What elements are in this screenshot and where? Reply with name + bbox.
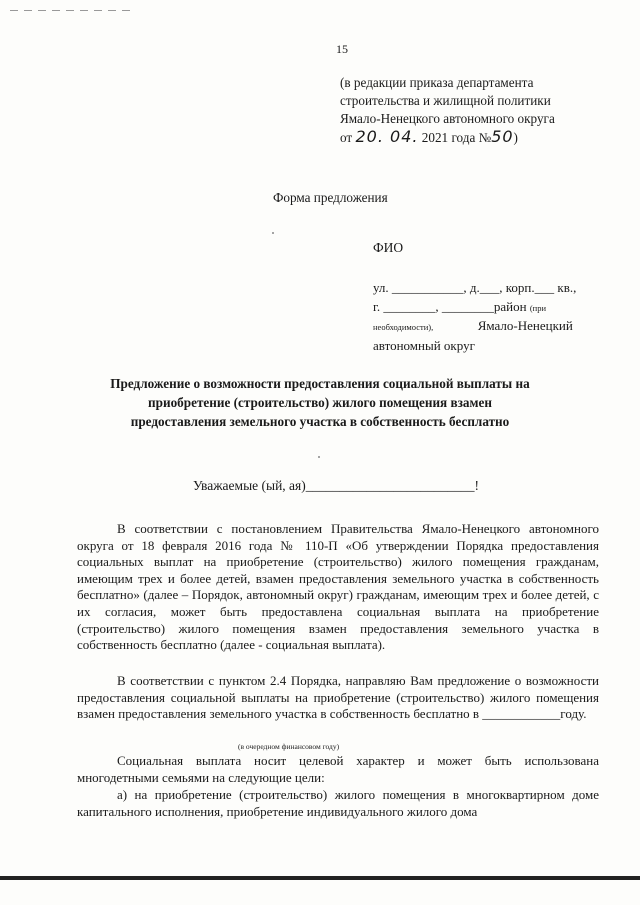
amendment-note: [340, 74, 555, 147]
greeting: Уважаемые (ый, ая)_________________________!: [193, 478, 479, 493]
heading-line-3: предоставления земельного участка в собственность бесплатно: [130, 414, 510, 429]
scan-dot: [318, 456, 320, 458]
page-number: 15: [336, 42, 348, 56]
amendment-line-2: строительства и жилищной политики: [340, 93, 551, 108]
amendment-line-3: Ямало-Ненецкого автономного округа: [340, 111, 555, 126]
form-title: Форма предложения: [273, 190, 388, 205]
scan-artifact: [10, 10, 130, 11]
document-heading: [0, 374, 640, 431]
address-note-end: необходимости),: [373, 322, 434, 332]
amendment-year: 2021 года №: [421, 130, 492, 145]
amendment-line-1: (в редакции приказа департамента: [340, 75, 534, 90]
paragraph-1-text: В соответствии с постановлением Правительства Ямало-Ненецкого автономного округа от 18 февраля 2016 года № 110-П «Об утверждении Порядка предоставления социальных выплат на приобретение (строительство) жилого помещения гражданам, имеющим трех и более детей, взамен предоставления земельного участка в собственность бесплатно» (далее – Порядок, автономный округ) гражданам, имеющим трех и более детей, с их согласия, может быть предоставлена социальная выплата на приобретение (строительство) жилого помещения взамен предоставления земельного участка в собственность бесплатно (далее - социальная выплата).: [77, 521, 599, 653]
address-region: Ямало-Ненецкий: [477, 318, 573, 333]
paragraph-2-text: В соответствии с пунктом 2.4 Порядка, направляю Вам предложение о возможности предоставления социальной выплаты на приобретение (строительство) жилого помещения взамен предоставления земельного участка в собственность бесплатно в ____________году.: [77, 673, 599, 722]
paragraph-2-note: (в очередном финансовом году): [238, 742, 340, 751]
handwritten-number: 50: [491, 127, 514, 146]
heading-line-1: Предложение о возможности предоставления социальной выплаты на: [110, 376, 530, 391]
amendment-line-4: [340, 128, 555, 147]
paragraph-4-text: а) на приобретение (строительство) жилого помещения в многоквартирном доме капитального исполнения, приобретение индивидуального жилого дома: [77, 787, 599, 819]
address-line-1: ул. ___________, д.___, корп.___ кв.,: [373, 280, 577, 295]
paragraph-3: [77, 753, 599, 786]
amendment-close: ): [513, 130, 518, 145]
handwritten-date: 20. 04.: [355, 127, 419, 146]
address-line-4: автономный округ: [373, 337, 475, 353]
heading-line-2: приобретение (строительство) жилого помещения взамен: [148, 395, 492, 410]
recipient-address: [373, 279, 576, 355]
paragraph-3-text: Социальная выплата носит целевой характер и может быть использована многодетными семьями на следующие цели:: [77, 753, 599, 785]
paragraph-1: [77, 521, 599, 654]
scan-dot: [272, 232, 274, 234]
address-line-2: [373, 298, 576, 318]
amendment-date-prefix: от: [340, 130, 353, 145]
address-note-start: (при: [529, 302, 546, 313]
paragraph-4: [77, 787, 599, 820]
address-line-3: [373, 317, 576, 337]
recipient-fio: ФИО: [373, 240, 404, 255]
scan-bottom-edge: [0, 876, 640, 880]
paragraph-2: [77, 673, 599, 723]
address-city-district: г. ________, ________район: [373, 298, 527, 314]
